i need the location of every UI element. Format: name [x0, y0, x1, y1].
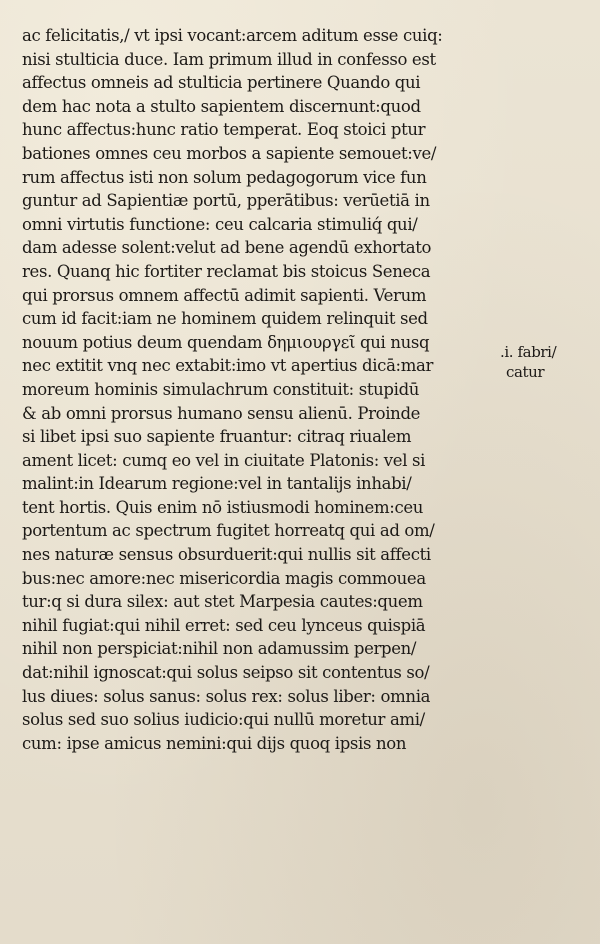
text-line: nes naturæ sensus obsurduerit:qui nullis sit affecti — [22, 545, 431, 565]
text-line: ament licet: cumq eo vel in ciuitate Platonis: vel si — [22, 450, 426, 470]
text-line: nihil non perspiciat:nihil non adamussim perpen/ — [22, 639, 417, 659]
text-line: malint:in Idearum regione:vel in tantalijs inhabi/ — [22, 474, 412, 494]
text-line: ac felicitatis,/ vt ipsi vocant:arcem aditum esse cuiq: — [22, 26, 443, 45]
text-line: nihil fugiat:qui nihil erret: sed ceu lynceus quispiā — [22, 615, 426, 635]
text-line: nouum potius deum quendam δημιουργεῖ qui nusq — [22, 332, 430, 352]
gloss-line: catur — [506, 363, 545, 381]
text-line: tent hortis. Quis enim nō istiusmodi hominem:ceu — [22, 497, 424, 517]
gloss-line: .i. fabri/ — [500, 343, 557, 361]
text-line: dat:nihil ignoscat:qui solus seipso sit contentus so/ — [22, 663, 430, 683]
text-line: nisi stulticia duce. Iam primum illud in confesso est — [22, 49, 436, 69]
marginal-gloss — [500, 342, 596, 382]
text-line: portentum ac spectrum fugitet horreatq qui ad om/ — [22, 521, 435, 541]
text-line: moreum hominis simulachrum constituit: stupidū — [22, 379, 420, 399]
text-line: cum id facit:iam ne hominem quidem relinquit sed — [22, 309, 428, 329]
text-line: omni virtutis functione: ceu calcaria stimuliq́ qui/ — [22, 214, 418, 234]
text-line: lus diues: solus sanus: solus rex: solus liber: omnia — [22, 686, 431, 706]
text-line: & ab omni prorsus humano sensu alienū. Proinde — [22, 403, 421, 423]
text-line: si libet ipsi suo sapiente fruantur: citraq riualem — [22, 427, 412, 447]
text-line: dem hac nota a stulto sapientem discernunt:quod — [22, 96, 421, 116]
text-line: res. Quanq hic fortiter reclamat bis stoicus Seneca — [22, 261, 431, 281]
text-line: nec extitit vnq nec extabit:imo vt apertius dicā:mar — [22, 356, 434, 376]
main-text-block — [22, 24, 502, 755]
text-line: affectus omneis ad stulticia pertinere Quando qui — [22, 73, 421, 93]
text-line: cum: ipse amicus nemini:qui dijs quoq ipsis non — [22, 733, 407, 753]
text-line: guntur ad Sapientiæ portū, pperātibus: verūetiā in — [22, 191, 430, 211]
text-line: bationes omnes ceu morbos a sapiente semouet:ve/ — [22, 143, 437, 163]
text-line: dam adesse solent:velut ad bene agendū exhortato — [22, 238, 432, 258]
text-line: solus sed suo solius iudicio:qui nullū moretur ami/ — [22, 710, 425, 730]
text-line: qui prorsus omnem affectū adimit sapienti. Verum — [22, 285, 427, 305]
text-line: rum affectus isti non solum pedagogorum vice fun — [22, 167, 427, 187]
text-line: bus:nec amore:nec misericordia magis commouea — [22, 568, 426, 588]
text-line: hunc affectus:hunc ratio temperat. Eoq stoici ptur — [22, 120, 426, 140]
text-line: tur:q si dura silex: aut stet Marpesia cautes:quem — [22, 592, 423, 612]
